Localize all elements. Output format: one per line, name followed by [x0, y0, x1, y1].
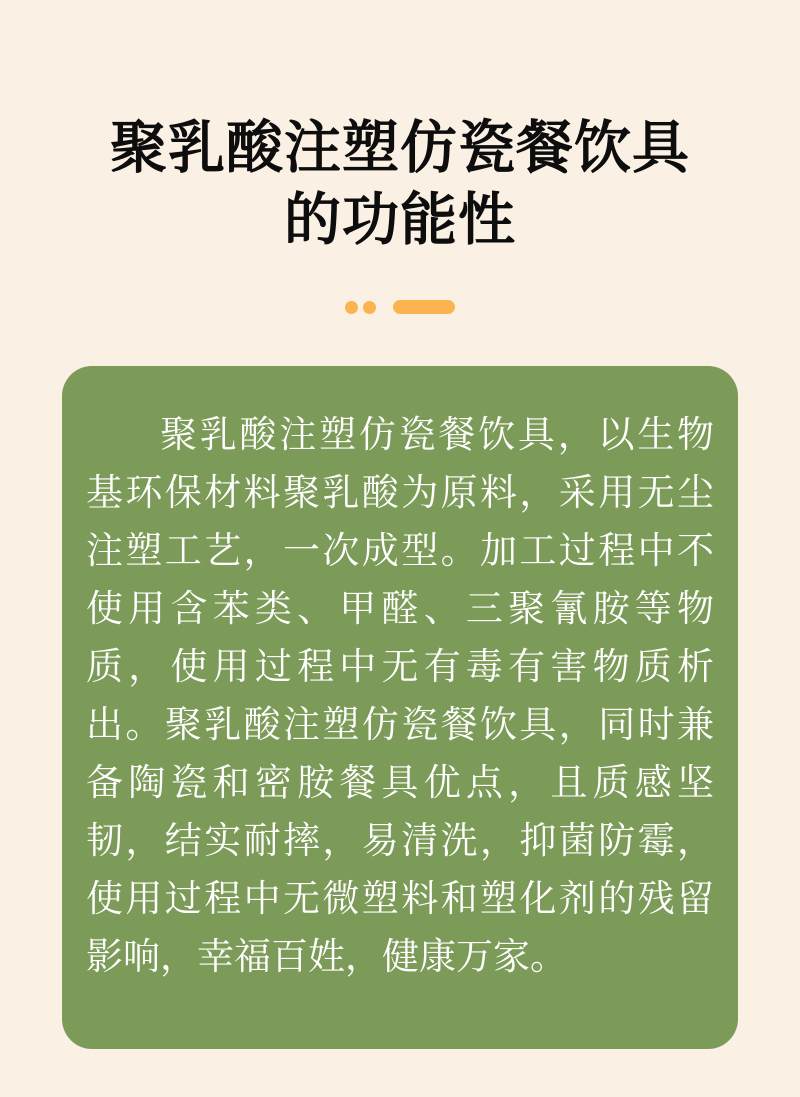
- decoration-dash-icon: [393, 300, 455, 314]
- title-decoration: [0, 300, 800, 314]
- body-paragraph: 聚乳酸注塑仿瓷餐饮具，以生物基环保材料聚乳酸为原料，采用无尘注塑工艺，一次成型。加工过程中不使用含苯类、甲醛、三聚氰胺等物质，使用过程中无有毒有害物质析出。聚乳酸注塑仿瓷餐饮具，同时兼备陶瓷和密胺餐具优点，且质感坚韧，结实耐摔，易清洗，抑菌防霉，使用过程中无微塑料和塑化剂的残留影响，幸福百姓，健康万家。: [86, 414, 714, 978]
- page-title: [0, 38, 800, 256]
- page-title-line-2: 的功能性: [284, 188, 516, 253]
- decoration-dot-icon: [363, 301, 376, 314]
- decoration-dot-icon: [345, 301, 358, 314]
- page-title-line-1: 聚乳酸注塑仿瓷餐饮具: [110, 116, 690, 181]
- content-card: [62, 366, 738, 1049]
